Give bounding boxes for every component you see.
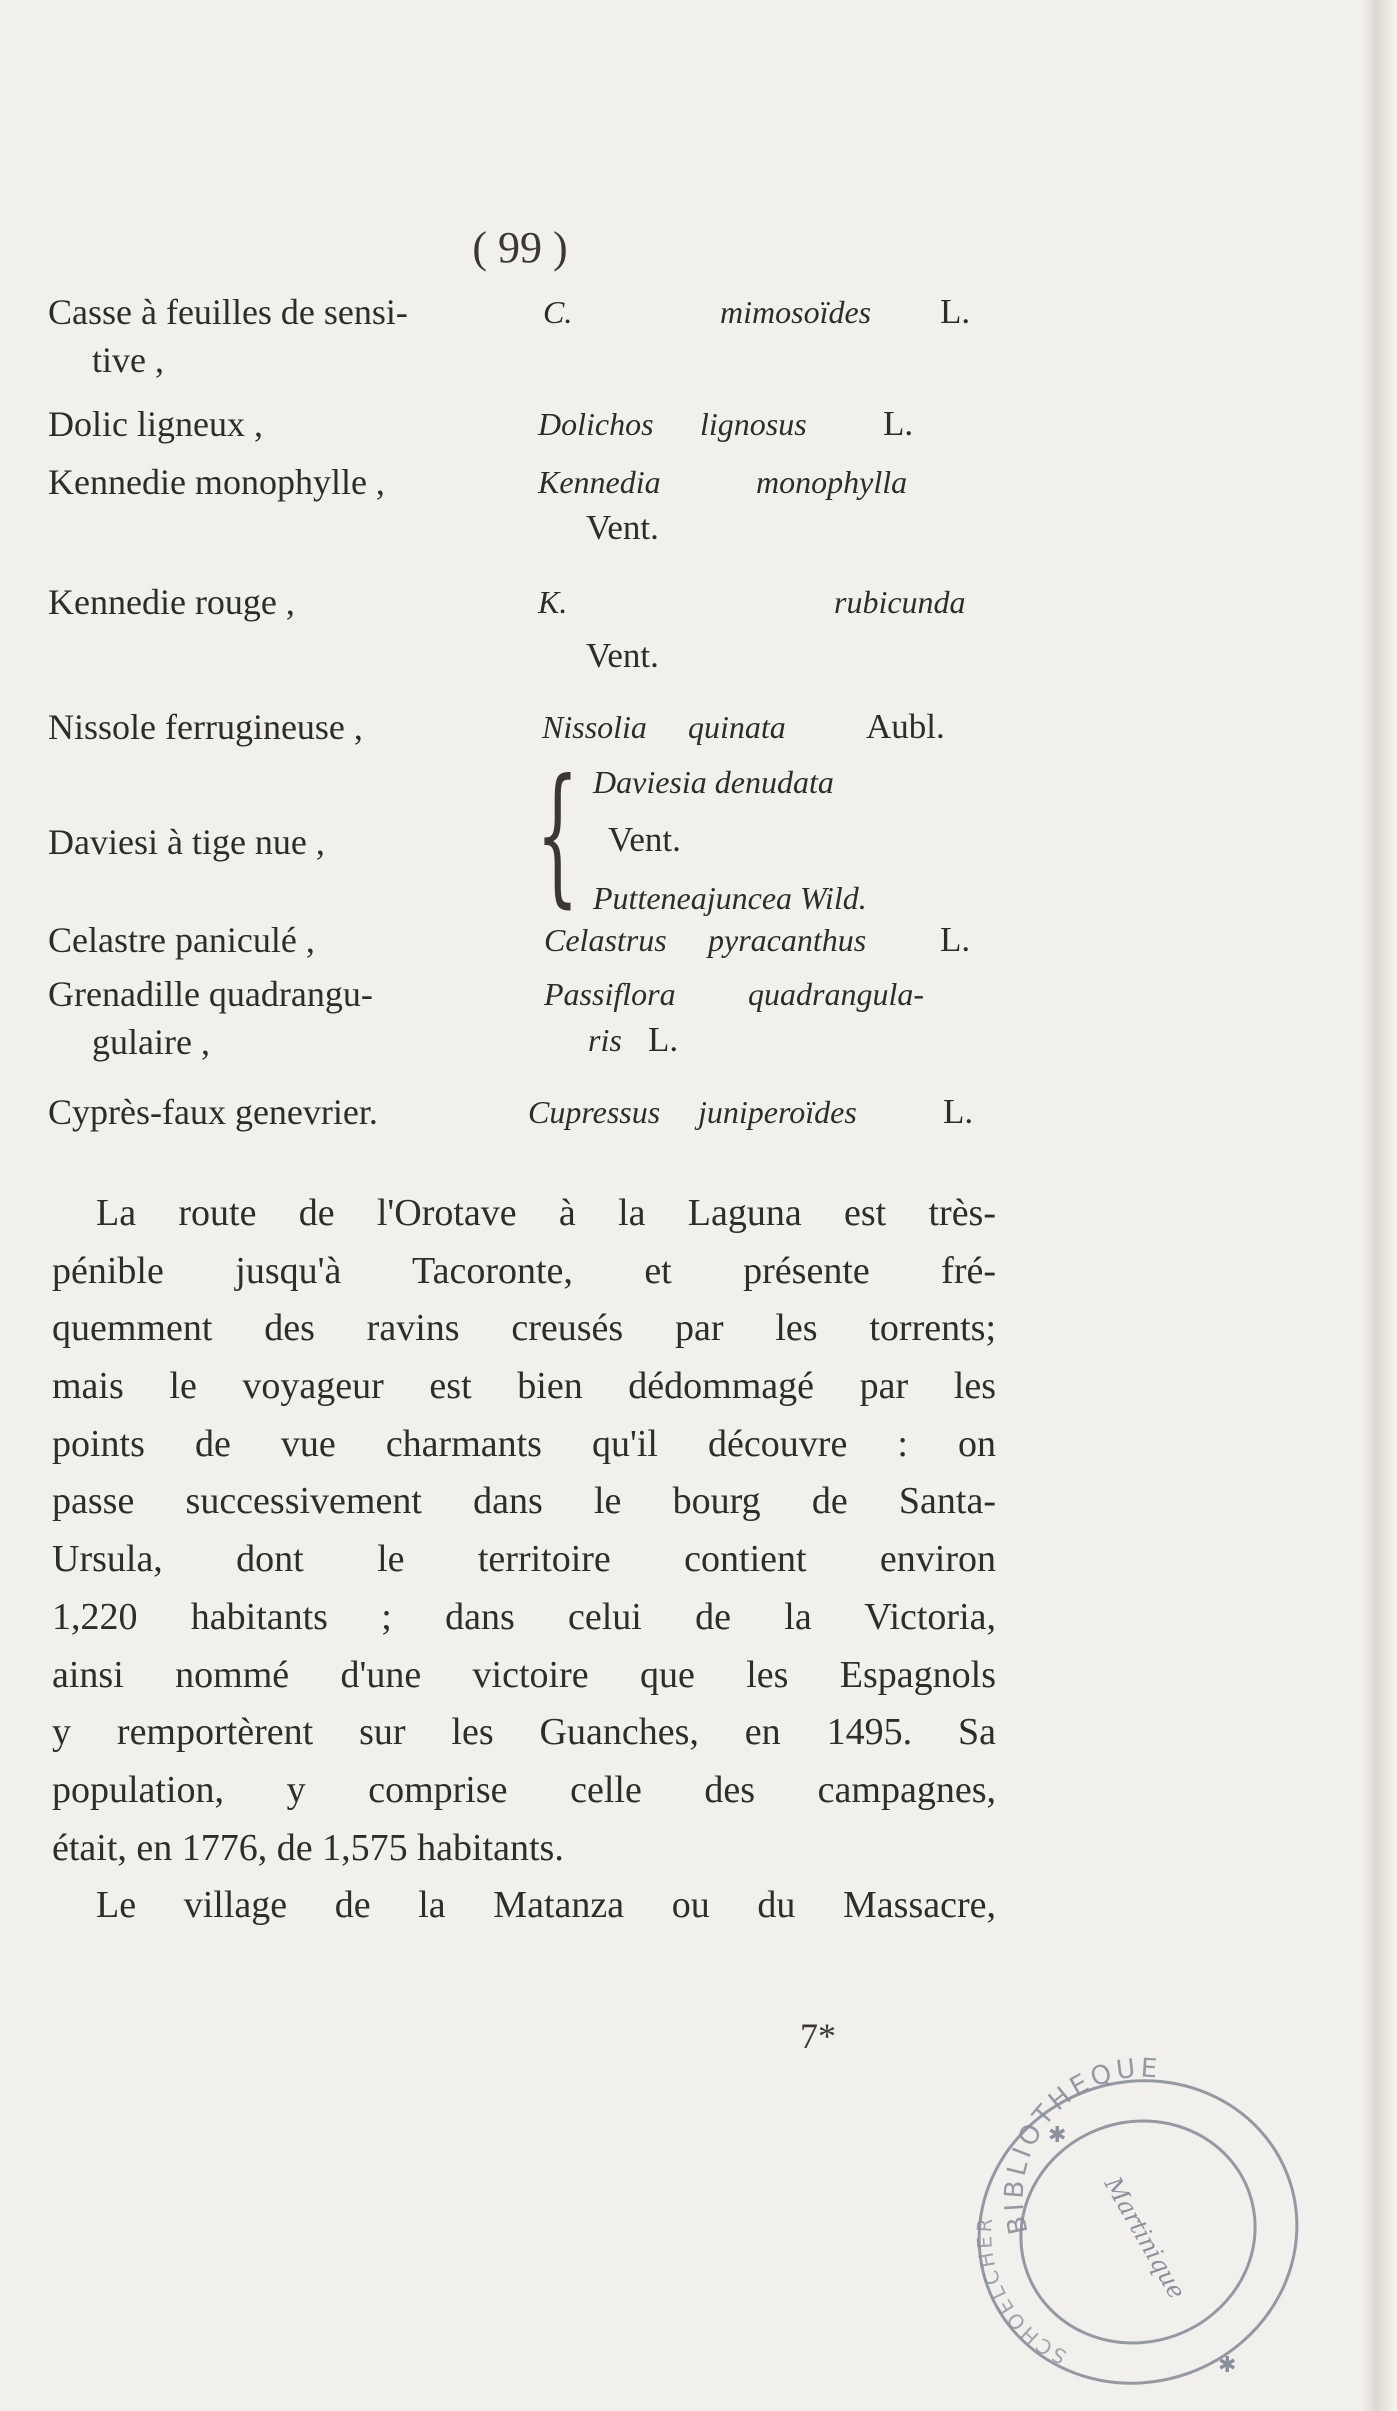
french-name: Kennedie rouge , bbox=[48, 582, 295, 622]
latin-genus: Dolichos bbox=[538, 406, 654, 442]
page-edge bbox=[1362, 0, 1397, 2411]
author: L. bbox=[883, 404, 914, 443]
latin-genus: Cupressus bbox=[528, 1094, 661, 1130]
latin-genus: Nissolia bbox=[542, 709, 647, 745]
author: L. bbox=[648, 1020, 679, 1059]
french-name: Daviesi à tige nue , bbox=[48, 822, 325, 862]
latin-species: pyracanthus bbox=[708, 922, 867, 958]
text-line: 1,220 habitants ; dans celui de la Victoria, bbox=[52, 1595, 996, 1638]
text-line: y remportèrent sur les Guanches, en 1495. Sa bbox=[52, 1711, 996, 1754]
french-name: Grenadille quadrangu- gulaire , bbox=[48, 974, 373, 1062]
stamp-text-center: Martinique bbox=[1098, 2172, 1192, 2304]
latin-genus: Celastrus bbox=[544, 922, 667, 958]
latin-genus: K. bbox=[538, 584, 568, 620]
latin-genus: Passiflora bbox=[544, 976, 676, 1012]
library-stamp-icon bbox=[958, 2032, 1318, 2402]
author: Vent. bbox=[586, 508, 659, 547]
latin-line: Vent. bbox=[608, 820, 681, 859]
latin-species: quinata bbox=[688, 709, 786, 745]
stamp-text-left: SCHOELCHER bbox=[972, 2214, 1071, 2370]
author: L. bbox=[943, 1092, 974, 1131]
latin-species: juniperoïdes bbox=[698, 1094, 857, 1130]
author: Aubl. bbox=[866, 707, 945, 746]
text-line: ainsi nommé d'une victoire que les Espagnols bbox=[52, 1653, 996, 1696]
latin-species: quadrangula- bbox=[748, 976, 924, 1012]
latin-species: lignosus bbox=[700, 406, 807, 442]
french-name: Dolic ligneux , bbox=[48, 404, 263, 444]
text-line: Ursula, dont le territoire contient environ bbox=[52, 1538, 996, 1581]
author: Vent. bbox=[586, 636, 659, 675]
latin-line: Daviesia denudata bbox=[593, 764, 834, 800]
french-name: Kennedie monophylle , bbox=[48, 462, 385, 502]
text-line: La route de l'Orotave à la Laguna est très- bbox=[96, 1192, 996, 1234]
brace-glyph: { bbox=[536, 748, 579, 922]
french-name: Celastre paniculé , bbox=[48, 920, 315, 960]
page-number: ( 99 ) bbox=[472, 223, 568, 272]
text-line: pénible jusqu'à Tacoronte, et présente fré- bbox=[52, 1249, 996, 1292]
text-line: mais le voyageur est bien dédommagé par les bbox=[52, 1365, 996, 1408]
text-line: population, y comprise celle des campagnes, bbox=[52, 1768, 996, 1811]
stamp-text-top: BIBLIOTHEQUE bbox=[999, 2053, 1163, 2237]
french-name: Cyprès-faux genevrier. bbox=[48, 1092, 378, 1132]
text-line: passe successivement dans le bourg de Santa- bbox=[52, 1480, 996, 1523]
text-line: quemment des ravins creusés par les torrents; bbox=[52, 1307, 996, 1350]
text-line: était, en 1776, de 1,575 habitants. bbox=[52, 1826, 564, 1869]
french-name: Nissole ferrugineuse , bbox=[48, 707, 363, 747]
text-line: points de vue charmants qu'il découvre : on bbox=[52, 1422, 996, 1465]
latin-species: mimosoïdes bbox=[720, 294, 872, 330]
french-name: Casse à feuilles de sensi- tive , bbox=[48, 292, 408, 380]
text-line: Le village de la Matanza ou du Massacre, bbox=[96, 1884, 996, 1927]
latin-species: monophylla bbox=[756, 464, 908, 500]
latin-line: Putteneajuncea Wild. bbox=[593, 880, 867, 916]
body-text bbox=[52, 1185, 996, 1935]
latin-species-cont: ris bbox=[588, 1022, 622, 1058]
stamp-star-icon: ✱ bbox=[1218, 2353, 1237, 2378]
author: L. bbox=[940, 920, 971, 959]
latin-species: rubicunda bbox=[834, 584, 966, 620]
author: L. bbox=[940, 292, 971, 331]
latin-genus: Kennedia bbox=[538, 464, 661, 500]
latin-genus: C. bbox=[543, 294, 573, 330]
stamp-star-icon: ✱ bbox=[1048, 2123, 1067, 2148]
signature-mark: 7* bbox=[800, 2016, 836, 2056]
